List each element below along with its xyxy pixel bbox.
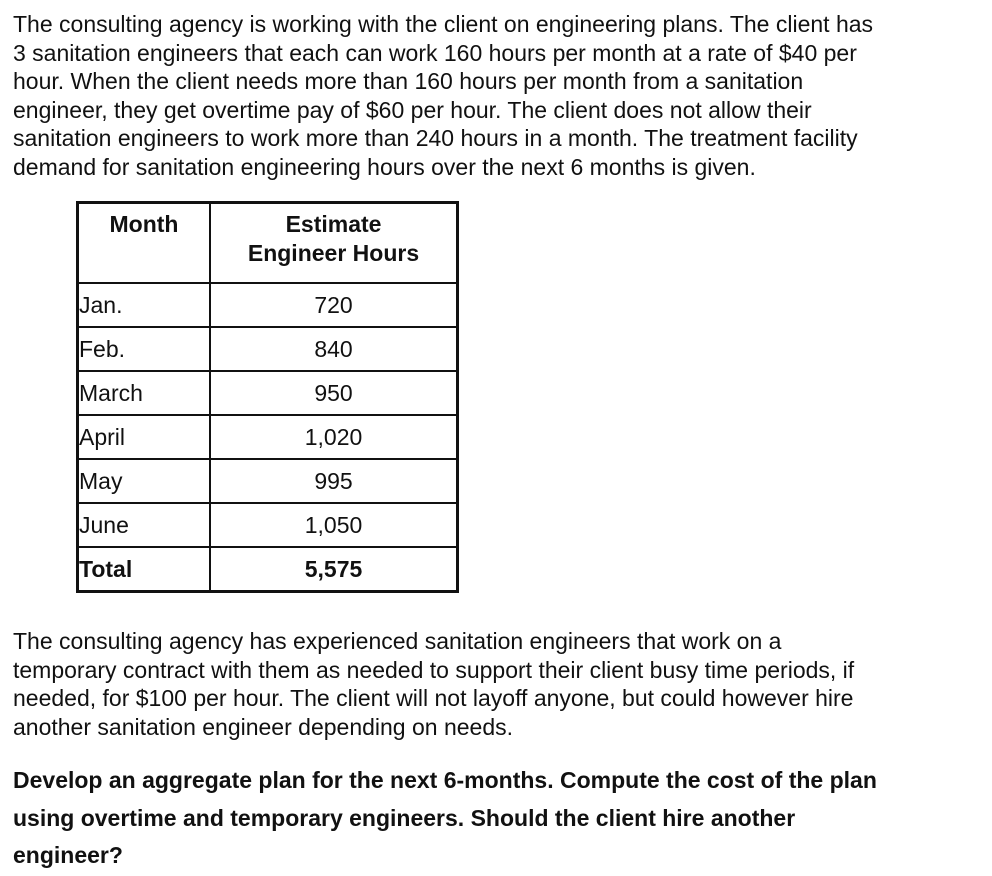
task-line: using overtime and temporary engineers. Should the client hire another [13, 804, 796, 831]
header-month: Month [78, 203, 211, 284]
hours-cell: 995 [210, 459, 458, 503]
task-line: engineer? [13, 842, 123, 869]
hours-cell: 950 [210, 371, 458, 415]
temporary-line: another sanitation engineer depending on needs. [13, 713, 514, 740]
header-hours-line1: Estimate [285, 211, 382, 237]
intro-line: engineer, they get overtime pay of $60 per hour. The client does not allow their [13, 96, 812, 123]
table-header-row [78, 203, 458, 284]
month-cell: April [78, 415, 211, 459]
month-cell: June [78, 503, 211, 547]
month-cell: March [78, 371, 211, 415]
temporary-line: The consulting agency has experienced sanitation engineers that work on a [13, 628, 782, 654]
table-row [78, 371, 458, 415]
temporary-line: temporary contract with them as needed to support their client busy time periods, if [13, 656, 855, 683]
hours-cell: 1,050 [210, 503, 458, 547]
task-line: Develop an aggregate plan for the next 6-months. Compute the cost of the plan [13, 767, 877, 793]
month-cell: Feb. [78, 327, 211, 371]
hours-cell: 720 [210, 283, 458, 327]
intro-line: sanitation engineers to work more than 240 hours in a month. The treatment facility [13, 125, 858, 152]
month-cell: Jan. [78, 283, 211, 327]
intro-line: The consulting agency is working with the client on engineering plans. The client has [13, 11, 874, 37]
table-row [78, 503, 458, 547]
table-row [78, 459, 458, 503]
header-hours-line2: Engineer Hours [247, 240, 420, 266]
intro-line: demand for sanitation engineering hours over the next 6 months is given. [13, 153, 756, 180]
table-total-row [78, 547, 458, 592]
total-hours-cell: 5,575 [210, 547, 458, 592]
temporary-line: needed, for $100 per hour. The client will not layoff anyone, but could however hire [13, 685, 854, 712]
intro-paragraph [13, 10, 873, 182]
intro-line: 3 sanitation engineers that each can work 160 hours per month at a rate of $40 per [13, 39, 857, 66]
task-question [13, 762, 877, 875]
table-row [78, 327, 458, 371]
intro-line: hour. When the client needs more than 160 hours per month from a sanitation [13, 68, 804, 95]
table-row [78, 415, 458, 459]
hours-cell: 1,020 [210, 415, 458, 459]
total-label-cell: Total [78, 547, 211, 592]
hours-cell: 840 [210, 327, 458, 371]
month-cell: May [78, 459, 211, 503]
temporary-paragraph [13, 627, 854, 741]
table-row [78, 283, 458, 327]
demand-table [76, 201, 459, 593]
header-hours [210, 203, 458, 284]
